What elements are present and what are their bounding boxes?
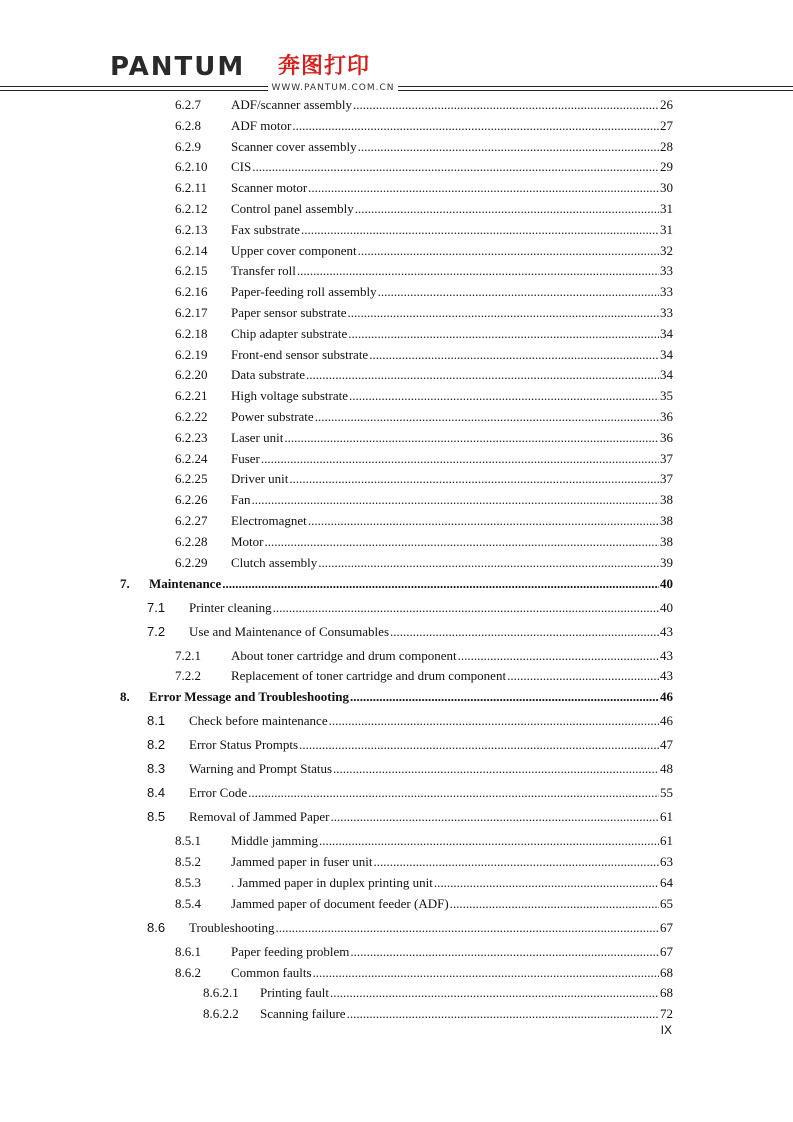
toc-entry-title: Error Status Prompts (189, 737, 299, 753)
toc-entry-title: Fax substrate (231, 221, 300, 237)
toc-entry-title: Power substrate (231, 409, 314, 424)
toc-dot-leader (458, 648, 659, 664)
toc-entry[interactable] (0, 647, 793, 667)
toc-entry-page: 64 (660, 875, 673, 890)
toc-entry-title: Paper feeding problem (231, 943, 350, 959)
toc-entry[interactable] (0, 736, 793, 756)
toc-entry-number: 8.5.3 (175, 875, 201, 890)
toc-entry[interactable] (0, 623, 793, 643)
toc-entry-page: 28 (660, 138, 673, 154)
toc-entry-page: 26 (660, 97, 673, 112)
header-rule-right-top (398, 86, 793, 87)
header-rule-right-bottom (398, 90, 793, 91)
toc-entry-number: 6.2.18 (175, 325, 208, 341)
toc-entry-page: 40 (660, 575, 673, 591)
toc-entry[interactable] (0, 712, 793, 732)
website-url: WWW.PANTUM.COM.CN (271, 83, 395, 93)
toc-entry-page: 40 (660, 599, 673, 615)
toc-dot-leader (507, 668, 659, 684)
toc-entry-number: 7.2.2 (175, 668, 201, 684)
toc-entry[interactable] (0, 808, 793, 828)
toc-entry-title: Driver unit (231, 471, 289, 487)
toc-dot-leader (289, 471, 659, 487)
toc-entry-page: 65 (660, 895, 673, 911)
toc-dot-leader (273, 600, 659, 616)
toc-entry-page: 34 (660, 325, 673, 341)
toc-entry[interactable] (0, 964, 793, 984)
toc-dot-leader (390, 624, 659, 640)
toc-entry-number: 6.2.20 (175, 367, 208, 383)
toc-entry[interactable] (0, 575, 793, 595)
toc-dot-leader (284, 430, 659, 446)
toc-entry-title: Removal of Jammed Paper (189, 809, 330, 825)
toc-entry-title: Laser unit (231, 429, 284, 445)
toc-entry-title: Maintenance (149, 575, 222, 591)
toc-entry[interactable] (0, 283, 793, 303)
toc-entry-page: 27 (660, 117, 673, 133)
toc-entry-page: 61 (660, 833, 673, 849)
toc-entry[interactable] (0, 179, 793, 199)
toc-entry-number: 8.5 (147, 809, 166, 825)
header-rule-left-top (0, 86, 268, 87)
toc-entry-page: 37 (660, 450, 673, 466)
toc-entry[interactable] (0, 533, 793, 553)
toc-entry-page: 35 (660, 388, 673, 404)
toc-entry[interactable] (0, 470, 793, 490)
toc-entry-number: 6.2.7 (175, 97, 201, 112)
toc-entry-number: 6.2.22 (175, 409, 208, 424)
toc-entry-page: 67 (660, 943, 673, 959)
toc-entry-page: 33 (660, 305, 673, 320)
toc-entry[interactable] (0, 366, 793, 386)
toc-entry[interactable] (0, 450, 793, 470)
toc-entry[interactable] (0, 1005, 793, 1025)
toc-entry-number: 6.2.25 (175, 471, 208, 487)
toc-entry-title: Control panel assembly (231, 201, 354, 216)
toc-entry-number: 7. (120, 575, 130, 591)
toc-entry-page: 48 (660, 761, 673, 777)
toc-entry-page: 32 (660, 242, 673, 258)
toc-dot-leader (333, 761, 659, 777)
page-number: IX (660, 1023, 672, 1037)
toc-entry-page: 47 (660, 737, 673, 753)
toc-entry[interactable] (0, 262, 793, 282)
toc-entry-title: Scanner motor (231, 180, 308, 196)
toc-entry-page: 46 (660, 689, 673, 705)
toc-entry-title: Printing fault (260, 985, 329, 1001)
toc-entry-number: 6.2.23 (175, 429, 208, 445)
toc-entry-title: Common faults (231, 964, 312, 980)
toc-entry-title: Error Message and Troubleshooting (149, 689, 349, 705)
toc-entry-title: Jammed paper in fuser unit (231, 854, 373, 870)
toc-dot-leader (369, 347, 659, 363)
toc-entry[interactable] (0, 429, 793, 449)
toc-entry[interactable] (0, 221, 793, 241)
toc-entry-page: 72 (660, 1006, 673, 1022)
toc-entry-number: 8.3 (147, 761, 166, 777)
toc-entry-number: 8.5.4 (175, 895, 201, 911)
toc-entry-title: Middle jamming (231, 833, 319, 849)
toc-entry[interactable] (0, 96, 793, 116)
toc-entry-title: About toner cartridge and drum component (231, 647, 457, 663)
toc-entry-title: Printer cleaning (189, 599, 272, 615)
toc-entry-page: 34 (660, 346, 673, 362)
pantum-logo-chinese: 奔图打印 (278, 54, 371, 79)
toc-entry-title: Use and Maintenance of Consumables (189, 623, 390, 639)
toc-entry[interactable] (0, 325, 793, 345)
toc-dot-leader (349, 388, 659, 404)
toc-entry[interactable] (0, 138, 793, 158)
toc-entry-page: 43 (660, 668, 673, 684)
toc-entry[interactable] (0, 853, 793, 873)
pantum-logo: PANTUM (110, 52, 246, 82)
toc-entry[interactable] (0, 346, 793, 366)
toc-dot-leader (358, 243, 659, 259)
toc-dot-leader (350, 944, 659, 960)
toc-entry-title: Electromagnet (231, 513, 307, 528)
toc-dot-leader (450, 896, 659, 912)
toc-entry[interactable] (0, 832, 793, 852)
toc-entry-title: Motor (231, 533, 264, 549)
toc-entry-page: 55 (660, 785, 673, 801)
toc-entry-number: 8.5.1 (175, 833, 201, 849)
toc-entry[interactable] (0, 158, 793, 178)
toc-entry-page: 63 (660, 854, 673, 870)
toc-entry-number: 6.2.8 (175, 117, 201, 133)
toc-entry-title: Fuser (231, 450, 260, 466)
toc-entry-number: 6.2.14 (175, 242, 208, 258)
toc-entry-number: 6.2.28 (175, 533, 208, 549)
toc-entry-page: 39 (660, 554, 673, 570)
toc-entry-number: 6.2.12 (175, 201, 208, 216)
toc-entry-number: 8.6 (147, 919, 166, 935)
toc-entry-page: 36 (660, 409, 673, 424)
toc-entry-title: Fan (231, 492, 251, 508)
toc-entry-page: 31 (660, 221, 673, 237)
toc-dot-leader (350, 689, 659, 705)
toc-dot-leader (222, 576, 659, 592)
toc-dot-leader (252, 159, 659, 175)
toc-entry-page: 67 (660, 919, 673, 935)
toc-entry-number: 6.2.26 (175, 492, 208, 508)
toc-dot-leader (315, 409, 659, 425)
toc-entry[interactable] (0, 387, 793, 407)
toc-entry-title: ADF motor (231, 117, 292, 133)
page-header (0, 0, 793, 100)
toc-entry-number: 7.2.1 (175, 647, 201, 663)
toc-entry-title: Troubleshooting (189, 919, 275, 935)
toc-entry-number: 6.2.13 (175, 221, 208, 237)
toc-dot-leader (292, 118, 659, 134)
toc-entry-number: 7.1 (147, 599, 166, 615)
toc-entry-page: 61 (660, 809, 673, 825)
toc-dot-leader (275, 920, 659, 936)
toc-entry-page: 38 (660, 513, 673, 528)
toc-entry-page: 31 (660, 201, 673, 216)
toc-entry[interactable] (0, 304, 793, 324)
toc-dot-leader (265, 534, 660, 550)
toc-entry-number: 8.6.1 (175, 943, 201, 959)
toc-entry-number: 6.2.24 (175, 450, 208, 466)
toc-entry[interactable] (0, 919, 793, 939)
toc-entry[interactable] (0, 242, 793, 262)
toc-entry[interactable] (0, 874, 793, 894)
toc-entry-title: Scanning failure (260, 1006, 346, 1022)
toc-entry-number: 7.2 (147, 623, 166, 639)
toc-entry[interactable] (0, 943, 793, 963)
toc-dot-leader (353, 97, 659, 113)
toc-entry-title: Data substrate (231, 367, 306, 383)
toc-entry-page: 68 (660, 985, 673, 1001)
toc-entry-title: Chip adapter substrate (231, 325, 348, 341)
toc-dot-leader (348, 326, 659, 342)
toc-dot-leader (301, 222, 659, 238)
toc-entry[interactable] (0, 760, 793, 780)
toc-entry-number: 6.2.19 (175, 346, 208, 362)
toc-entry-number: 6.2.11 (175, 180, 208, 196)
toc-entry-title: Front-end sensor substrate (231, 346, 369, 362)
toc-entry[interactable] (0, 512, 793, 532)
toc-entry-title: CIS (231, 159, 252, 175)
toc-dot-leader (329, 713, 659, 729)
toc-entry-page: 29 (660, 159, 673, 175)
toc-entry-number: 8.6.2 (175, 964, 201, 980)
toc-entry-page: 38 (660, 492, 673, 508)
toc-entry-title: Error Code (189, 785, 248, 801)
toc-dot-leader (252, 492, 660, 508)
toc-dot-leader (297, 263, 659, 279)
toc-entry-number: 8.5.2 (175, 854, 201, 870)
toc-entry-title: Paper-feeding roll assembly (231, 284, 377, 300)
toc-entry-page: 33 (660, 263, 673, 279)
toc-entry-number: 6.2.10 (175, 159, 208, 175)
toc-dot-leader (358, 139, 659, 155)
toc-entry-number: 6.2.17 (175, 305, 208, 320)
toc-entry-page: 46 (660, 713, 673, 729)
toc-entry-title: Transfer roll (231, 263, 296, 279)
toc-dot-leader (318, 555, 659, 571)
toc-entry[interactable] (0, 200, 793, 220)
toc-entry-page: 43 (660, 623, 673, 639)
toc-entry-page: 36 (660, 429, 673, 445)
toc-entry-title: Check before maintenance (189, 713, 328, 729)
toc-dot-leader (299, 737, 659, 753)
toc-dot-leader (374, 854, 659, 870)
toc-entry[interactable] (0, 688, 793, 708)
toc-entry-page: 30 (660, 180, 673, 196)
toc-entry-number: 8.1 (147, 713, 166, 729)
toc-dot-leader (308, 513, 659, 529)
toc-entry-title: Upper cover component (231, 242, 357, 258)
toc-entry-number: 6.2.15 (175, 263, 208, 279)
toc-entry-title: Jammed paper of document feeder (ADF) (231, 895, 449, 911)
toc-dot-leader (313, 965, 659, 981)
toc-dot-leader (248, 785, 659, 801)
toc-dot-leader (330, 985, 659, 1001)
toc-entry-number: 6.2.9 (175, 138, 201, 154)
toc-entry-title: ADF/scanner assembly (231, 97, 352, 112)
toc-dot-leader (378, 284, 659, 300)
toc-entry[interactable] (0, 599, 793, 619)
toc-entry-number: 6.2.21 (175, 388, 208, 404)
toc-dot-leader (261, 451, 659, 467)
toc-entry-title: . Jammed paper in duplex printing unit (231, 875, 433, 890)
toc-entry-number: 8.6.2.1 (203, 985, 239, 1001)
toc-dot-leader (330, 809, 659, 825)
toc-entry-page: 34 (660, 367, 673, 383)
toc-entry[interactable] (0, 554, 793, 574)
toc-dot-leader (434, 875, 659, 891)
toc-dot-leader (347, 1006, 659, 1022)
toc-entry-title: Paper sensor substrate (231, 305, 347, 320)
toc-entry-page: 37 (660, 471, 673, 487)
toc-entry-number: 6.2.27 (175, 513, 208, 528)
toc-entry[interactable] (0, 667, 793, 687)
toc-entry-title: Scanner cover assembly (231, 138, 357, 154)
toc-entry-title: Warning and Prompt Status (189, 761, 333, 777)
toc-entry[interactable] (0, 784, 793, 804)
toc-entry-page: 33 (660, 284, 673, 300)
toc-entry-number: 8.6.2.2 (203, 1006, 239, 1022)
toc-dot-leader (348, 305, 659, 321)
toc-entry-number: 6.2.16 (175, 284, 208, 300)
toc-entry-title: Clutch assembly (231, 554, 318, 570)
toc-entry[interactable] (0, 895, 793, 915)
toc-dot-leader (319, 833, 659, 849)
toc-entry-page: 38 (660, 533, 673, 549)
toc-entry[interactable] (0, 491, 793, 511)
toc-entry-number: 6.2.29 (175, 554, 208, 570)
toc-entry-number: 8.2 (147, 737, 166, 753)
toc-dot-leader (308, 180, 659, 196)
toc-entry-number: 8.4 (147, 785, 166, 801)
toc-dot-leader (306, 367, 659, 383)
header-rule-left-bottom (0, 90, 268, 91)
toc-entry-title: High voltage substrate (231, 388, 348, 404)
toc-entry[interactable] (0, 117, 793, 137)
toc-entry-title: Replacement of toner cartridge and drum component (231, 668, 507, 684)
toc-entry[interactable] (0, 984, 793, 1004)
toc-dot-leader (355, 201, 659, 217)
toc-entry-page: 68 (660, 964, 673, 980)
toc-entry-number: 8. (120, 689, 130, 705)
toc-entry-page: 43 (660, 647, 673, 663)
toc-entry[interactable] (0, 408, 793, 428)
